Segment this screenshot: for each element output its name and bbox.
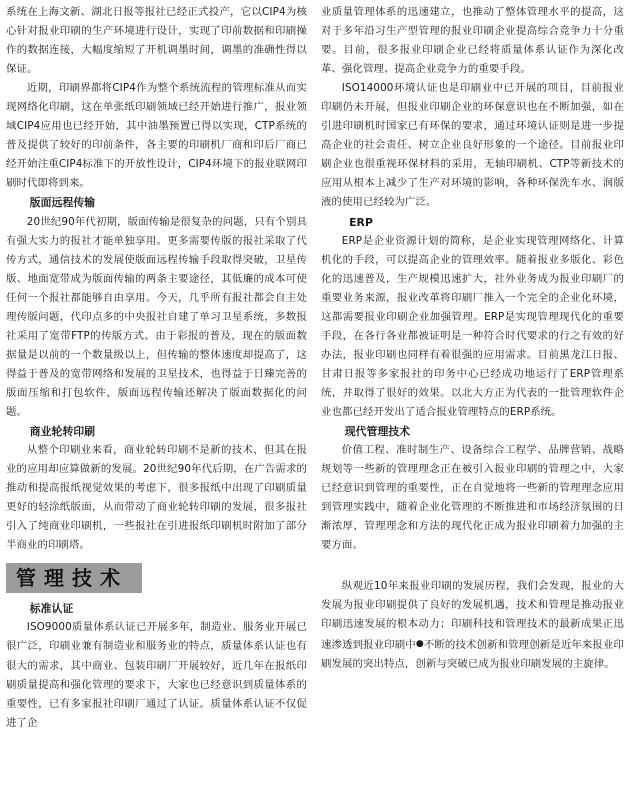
right-column <box>321 3 624 674</box>
paragraph-continuation: 业质量管理体系的迅速建立，也推动了整体管理水平的提高，这对于多年沿习生产型管理的报业印刷企业提高综合竞争力十分重要。目前，很多报业印刷企业已经将质量体系认证作为深化改革、强化管理、提高企业竞争力的重要手段。 <box>321 6 624 76</box>
heading-modern-management: 现代管理技术 <box>344 425 411 439</box>
paragraph-modern-management: 价值工程、准时制生产、设备综合工程学、品牌营销、战略规划等一些新的管理理念正在被引入报业印刷的管理之中，大家已经意识到管理的重要性，正在自觉地将一些新的管理理念应用到管理实践中，随着企业化管理的不断推进和市场经济氛围的日渐浓厚，管理理念和方法的现代化正成为报业印刷着力加强的主要方面。 <box>321 444 624 552</box>
paragraph-cip4: 近期，印刷界都将CIP4作为整个系统流程的管理标准从而实现网络化印刷，这在单张纸印刷领域已经开始进行推广，报业领域CIP4应用也已经开始，其中油墨预置已得以实现，CTP系统的普及提供了较好的印前条件，各主要的印刷机厂商和印后厂商已经开始注重CIP4标准下的开放性设计，CIP4环境下的报业联网印刷时代即将到来。 <box>6 82 307 190</box>
left-column <box>6 3 307 733</box>
heading-remote-transmission: 版面远程传输 <box>29 196 96 210</box>
paragraph-commercial-rotary: 从整个印刷业来看，商业轮转印刷不是新的技术，但其在报业的应用却应算做新的发展。20世纪90年代后期，在广告需求的推动和提高报纸视觉效果的考虑下，很多报纸中出现了印刷质量更好的轻涂纸版面，从而带动了商业轮转印刷的发展，很多报社引入了纯商业印刷机，一些报社在引进报纸印刷机时附加了部分半商业的印刷塔。 <box>6 444 307 552</box>
paragraph-iso14000: ISO14000环境认证也是印刷业中已开展的项目，目前报业印刷仍未开展，但报业印刷企业的环保意识也在不断加强，如在引进印刷机时国家已有环保的要求，通过环境认证则是进一步提高企业的社会责任、树立企业良好形象的一个途径。目前报业印刷企业也很重视环保材料的采用，无轴印刷机、CTP等新技术的应用从根本上减少了生产对环境的影响，各种环保洗车水、润版液的使用已经较为广泛。 <box>321 82 624 209</box>
heading-standard-certification: 标准认证 <box>29 602 74 616</box>
heading-commercial-rotary: 商业轮转印刷 <box>29 425 96 439</box>
paragraph-remote-transmission: 20世纪90年代初期，版面传输是很复杂的问题，只有个别具有强大实力的报社才能单独享用。更多需要传版的报社采取了代传方式，通信技术的发展使版面远程传输手段取得突破，卫星传版、地面宽带成为版面传输的两条主要途径，其低廉的成本可使任何一个报社都能够自由享用。今天，几乎所有报社都会自主处理传版问题，代印点多的中央报社自建了单习卫星系统，多数报社采用了宽带FTP的传版方式。由于彩报的普及，现在的版面数据量是以前的一个数量级以上，但传输的整体速度却提高了，这得益于普及的宽带网络和发展的卫星技术，也得益于日臻完善的版面压缩和打包软件，版面远程传输还解决了版面数据化的问题。 <box>6 215 307 418</box>
paragraph-intro: 系统在上海文新、湖北日报等报社已经正式投产，它以CIP4为核心针对报业印刷的生产环境进行设计，实现了印前数据和印刷操作的数据连接，大幅度缩短了开机调墨时间，调墨的准确性得以保证。 <box>6 6 307 76</box>
section-banner-management: 管理技术 <box>6 563 142 593</box>
summary-text-b: 不断的技术创新和管理创新是近年来报业印刷发展的突出特点，创新与突破已成为报业印刷发展的主旋律。 <box>321 638 624 670</box>
paragraph-summary <box>321 577 624 673</box>
paragraph-spacer <box>321 555 624 577</box>
paragraph-iso9000: ISO9000质量体系认证已开展多年，制造业、服务业开展已很广泛，印刷业兼有制造业和服务业的特点，质量体系认证也有很大的需求，其中商业、包装印刷厂开展较好，近几年在报纸印刷质量提高和强化管理的要求下，大家也已经意识到质量体系的重要性，已有多家报社印刷厂通过了认证。质量体系认证不仅促进了企 <box>6 621 307 729</box>
bullet-icon: ● <box>415 638 424 649</box>
summary-text-a: 纵观近10年来报业印刷的发展历程，我们会发现，报业的大发展为报业印刷提供了良好的发展机遇，技术和管理是推动报业印刷迅速发展的根本动力；印刷科技和管理技术的最新成果正迅速渗透到报业印刷中 <box>321 580 624 651</box>
heading-erp: ERP <box>349 215 373 229</box>
paragraph-erp: ERP是企业资源计划的简称，是企业实现管理网络化、计算机化的手段，可以提高企业的管理效率。随着报业多版化、彩色化的迅速普及，生产规模迅速扩大，社外业务成为报业印刷厂的重要业务来源，报业改革将印刷厂推入一个完全的企业化环境，这都需要报业印刷企业加强管理。ERP是实现管理现代化的重要手段，在各行各业都被证明是一种符合时代要求的行之有效的好办法，报业印刷也同样有着很强的应用需求。目前黑龙江日报、甘肃日报等多家报社的印务中心已经成功地运行了ERP管理系统，并取得了很好的效果。以北大方正为代表的一批管理软件企业也都已经开发出了适合报业管理特点的ERP系统。 <box>321 234 624 418</box>
